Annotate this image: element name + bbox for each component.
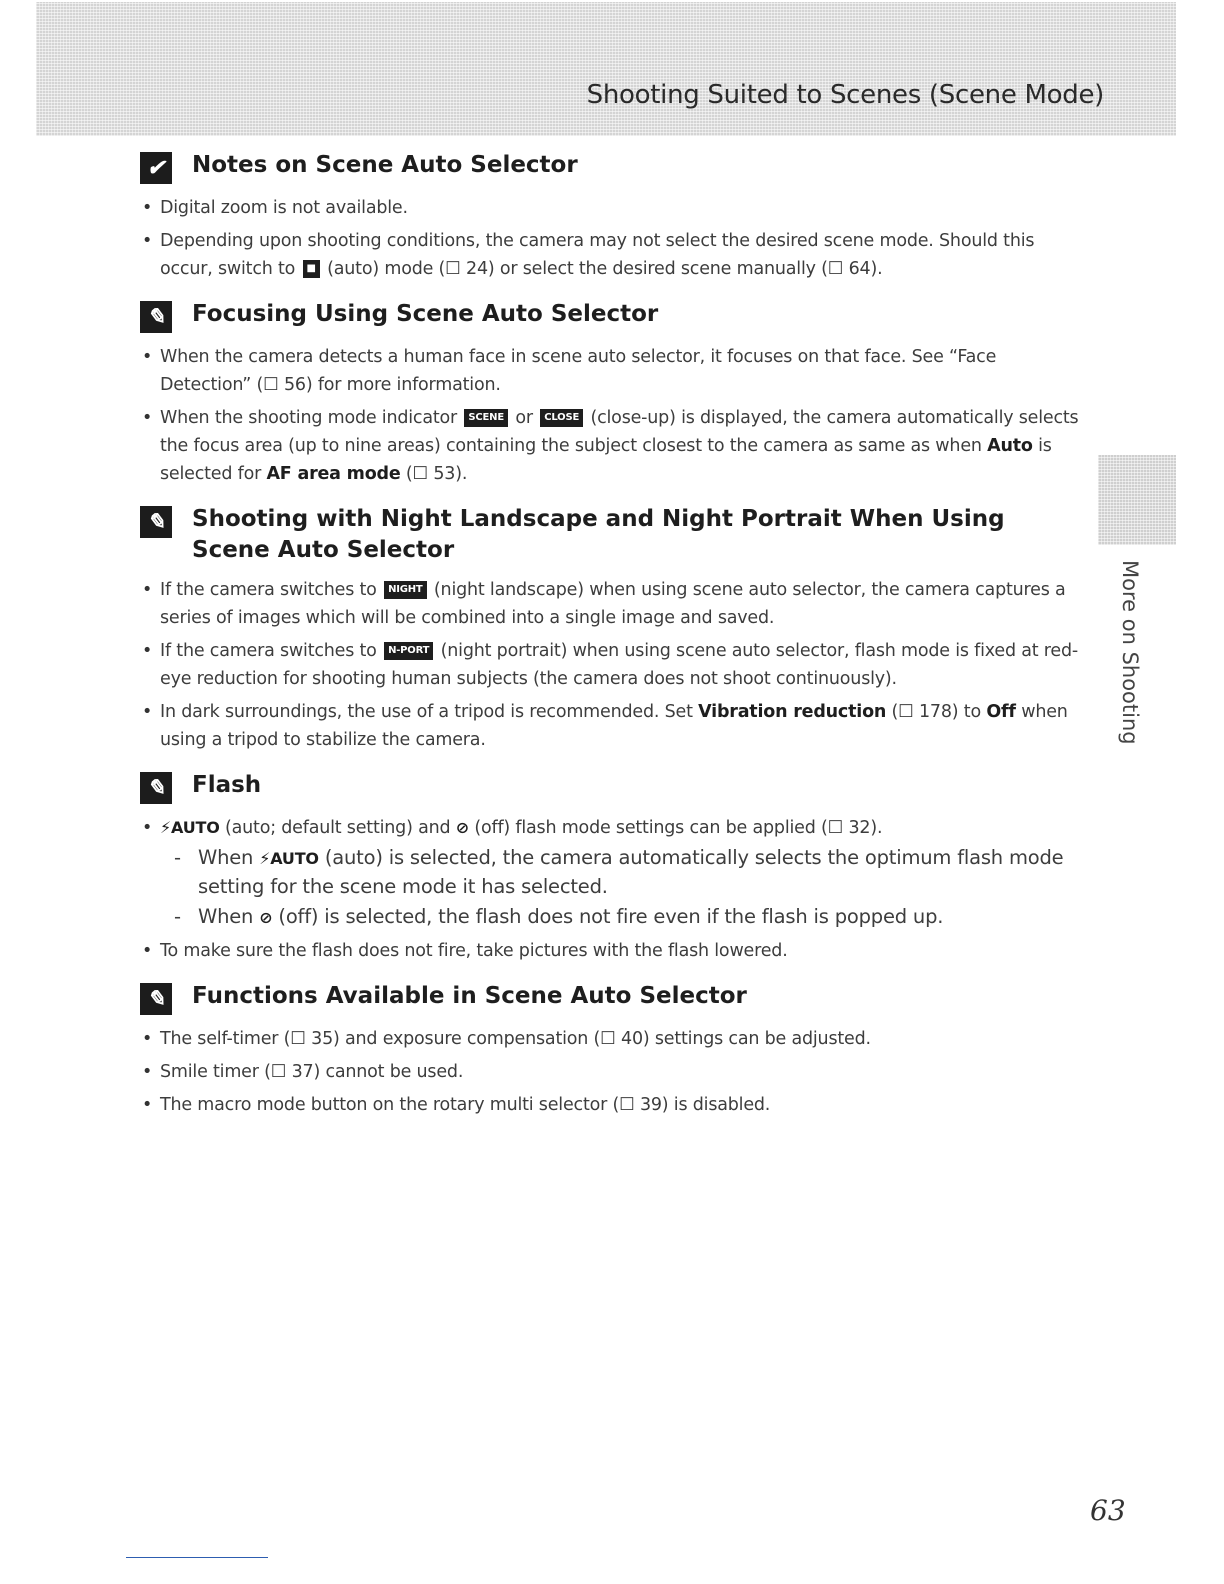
flash-mode-icon: ⊘ [455, 818, 469, 837]
text-run: (off) is selected, the flash does not fire even if the flash is popped up. [272, 905, 944, 928]
mode-indicator-icon: N-PORT [384, 642, 433, 660]
page-header-title: Shooting Suited to Scenes (Scene Mode) [586, 80, 1104, 110]
text-run: If the camera switches to [160, 580, 383, 600]
list-item [140, 1025, 1080, 1053]
note-section [140, 770, 1080, 965]
mode-indicator-icon: SCENE [464, 409, 508, 427]
pencil-note-icon: ✎ [140, 506, 172, 538]
bold-term: AF area mode [266, 464, 401, 484]
note-section [140, 150, 1080, 283]
flash-mode-icon: ⚡AUTO [160, 818, 220, 837]
flash-mode-icon: ⚡AUTO [259, 849, 319, 868]
text-run: In dark surroundings, the use of a tripod is recommended. Set [160, 702, 699, 722]
pencil-note-icon: ✎ [140, 772, 172, 804]
text-run: (night landscape) when using scene auto selector, the camera captures a series of images which will be combined into a single image and saved. [160, 580, 1066, 628]
note-title: Notes on Scene Auto Selector [192, 152, 578, 178]
text-run: To make sure the flash does not fire, take pictures with the flash lowered. [160, 941, 788, 961]
text-run: Digital zoom is not available. [160, 198, 408, 218]
list-item [140, 698, 1080, 754]
bullet-list [140, 194, 1080, 283]
text-run: If the camera switches to [160, 641, 383, 661]
note-section [140, 299, 1080, 488]
text-run: Depending upon shooting conditions, the camera may not select the desired scene mode. Should this occur, switch to [160, 231, 1035, 279]
page-content [140, 148, 1080, 1135]
text-run: (☐ 178) to [886, 702, 987, 722]
note-heading [140, 981, 1080, 1015]
text-run: Smile timer (☐ 37) cannot be used. [160, 1062, 464, 1082]
text-run: When [198, 846, 260, 869]
text-run: When the camera detects a human face in scene auto selector, it focuses on that face. See “Face Detection” (☐ 56) for more information. [160, 347, 997, 395]
list-item [140, 937, 1080, 965]
bullet-list [140, 1025, 1080, 1119]
note-section [140, 504, 1080, 754]
sub-list-item [160, 844, 1080, 901]
sub-list [160, 844, 1080, 932]
page-number: 63 [1090, 1494, 1126, 1527]
note-heading [140, 770, 1080, 804]
bullet-list [140, 576, 1080, 754]
side-tab-marker [1098, 455, 1176, 545]
pencil-note-icon: ✎ [140, 301, 172, 333]
bullet-list [140, 343, 1080, 488]
text-run: The macro mode button on the rotary multi selector (☐ 39) is disabled. [160, 1095, 771, 1115]
flash-mode-icon: ⊘ [259, 908, 273, 927]
text-run: (night portrait) when using scene auto selector, flash mode is fixed at red-eye reduction for shooting human subjects (the camera does not shoot continuously). [160, 641, 1079, 689]
list-item [140, 1058, 1080, 1086]
check-note-icon: ✔ [140, 152, 172, 184]
pencil-note-icon: ✎ [140, 983, 172, 1015]
note-heading [140, 150, 1080, 184]
list-item [140, 814, 1080, 932]
note-title: Focusing Using Scene Auto Selector [192, 301, 659, 327]
bold-term: Vibration reduction [698, 702, 887, 722]
note-section [140, 981, 1080, 1119]
text-run: (auto) is selected, the camera automatically selects the optimum flash mode setting for the scene mode it has selected. [198, 846, 1064, 898]
text-run: (off) flash mode settings can be applied (☐ 32). [468, 818, 883, 838]
note-title: Shooting with Night Landscape and Night Portrait When Using Scene Auto Selector [192, 506, 1005, 563]
list-item [140, 637, 1080, 693]
list-item [140, 227, 1080, 283]
list-item [140, 576, 1080, 632]
bullet-list [140, 814, 1080, 965]
side-tab-label: More on Shooting [1118, 560, 1142, 745]
text-run: (close-up) is displayed, the camera automatically selects the focus area (up to nine areas) containing the subject closest to the camera as same as when [160, 408, 1079, 456]
text-run: (☐ 53). [400, 464, 468, 484]
text-run: or [509, 408, 539, 428]
footer-divider [126, 1557, 268, 1558]
note-heading [140, 299, 1080, 333]
text-run: When [198, 905, 260, 928]
list-item [140, 1091, 1080, 1119]
bold-term: Auto [987, 436, 1033, 456]
note-title: Flash [192, 772, 262, 798]
text-run: (auto) mode (☐ 24) or select the desired scene manually (☐ 64). [321, 259, 883, 279]
mode-indicator-icon: ■ [303, 260, 320, 278]
text-run: when using a tripod to stabilize the camera. [160, 702, 1068, 750]
text-run: (auto; default setting) and [219, 818, 456, 838]
text-run: When the shooting mode indicator [160, 408, 463, 428]
text-run: The self-timer (☐ 35) and exposure compensation (☐ 40) settings can be adjusted. [160, 1029, 871, 1049]
text-run: is selected for [160, 436, 1052, 484]
header-band [36, 2, 1176, 136]
mode-indicator-icon: CLOSE [540, 409, 583, 427]
list-item [140, 194, 1080, 222]
list-item [140, 343, 1080, 399]
mode-indicator-icon: NIGHT [384, 581, 427, 599]
bold-term: Off [986, 702, 1016, 722]
note-title: Functions Available in Scene Auto Selector [192, 983, 747, 1009]
sub-list-item [160, 903, 1080, 932]
note-heading [140, 504, 1080, 566]
list-item [140, 404, 1080, 488]
